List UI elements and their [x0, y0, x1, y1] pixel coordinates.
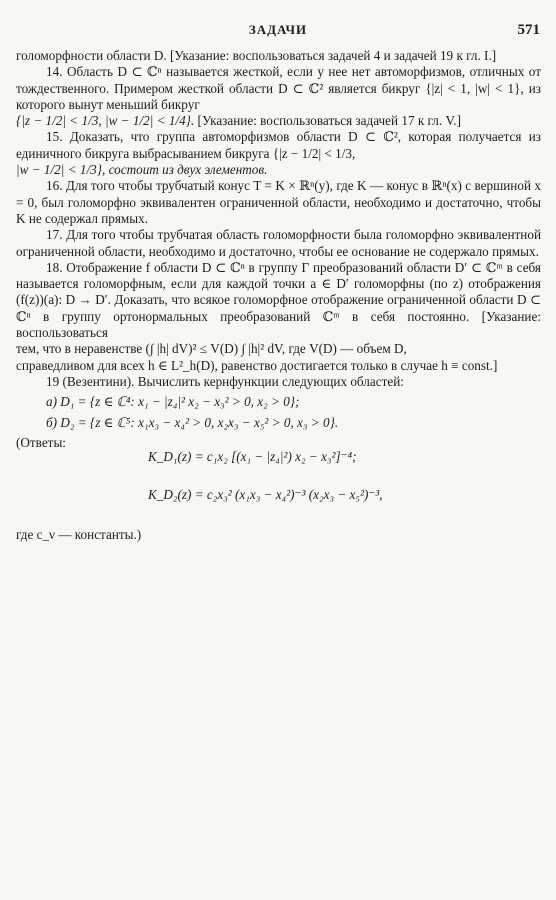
problem-17: 17. Для того чтобы трубчатая область голоморфности была голоморфно эквивалентной ограниченной области, необходимо и достаточно, чтобы ее основание не содержало прямых.	[16, 227, 541, 259]
problem-18-end: справедливом для всех h ∈ L²_h(D), равенство достигается только в случае h ≡ const.]	[16, 357, 498, 373]
answers-block	[16, 435, 541, 545]
problem-14: 14. Область D ⊂ ℂⁿ называется жесткой, если у нее нет автоморфизмов, отличных от тождественного. Примером жесткой области D ⊂ ℂ² является бикруг {|z| < 1, |w| < 1}, из которого вынут меньший бикруг	[16, 64, 541, 112]
problem-14-formula	[16, 113, 541, 129]
problem-19-a: а) D₁ = {z ∈ ℂ⁴: x₁ − |z₄|² x₂ − x₃² > 0, x₂ > 0};	[46, 394, 300, 410]
answers-tail: где c_ν — константы.)	[16, 526, 142, 542]
problem-19: 19 (Везентини). Вычислить кернфункции следующих областей:	[46, 373, 404, 389]
answer-formula-2: K_D₂(z) = c₂x₃² (x₁x₃ − x₄²)⁻³ (x₂x₃ − x₅²)⁻³,	[148, 486, 383, 502]
problem-18-inequality: тем, что в неравенстве (∫ |h| dV)² ≤ V(D) ∫ |h|² dV, где V(D) — объем D,	[16, 341, 407, 357]
problem-19-b: б) D₂ = {z ∈ ℂ⁵: x₁x₃ − x₄² > 0, x₂x₃ − x₅² > 0, x₃ > 0}.	[46, 414, 339, 430]
paragraph-continuation: голоморфности области D. [Указание: воспользоваться задачей 4 и задачей 19 к гл. I.]	[16, 48, 497, 63]
page-header	[0, 22, 556, 42]
running-title: ЗАДАЧИ	[248, 22, 308, 37]
problem-16: 16. Для того чтобы трубчатый конус T = K × ℝⁿ(y), где K — конус в ℝⁿ(x) с вершиной x = 0, был голоморфно эквивалентен ограниченной области, необходимо и достаточно, чтобы K не содержал прямых.	[16, 178, 541, 226]
problem-14-hint: [Указание: воспользоваться задачей 17 к гл. V.]	[197, 113, 461, 129]
page-body	[16, 48, 541, 545]
problem-15: 15. Доказать, что группа автоморфизмов области D ⊂ ℂ², которая получается из единичного бикруга выбрасыванием бикруга {|z − 1/2| < 1/3,	[16, 129, 541, 161]
answer-formula-1: K_D₁(z) = c₁x₂ [(x₁ − |z₄|²) x₂ − x₃²]⁻⁴;	[148, 448, 357, 464]
problem-18: 18. Отображение f области D ⊂ ℂⁿ в группу Γ преобразований области D′ ⊂ ℂᵐ в себя называется голоморфным, если для каждой точки a ∈ D′ голоморфны (по z) отображения (f(z))(a): D → D′. Доказать, что всякое голоморфное отображение ограниченной области D ⊂ ℂⁿ в группу ортонормальных преобразований ℂᵐ в себя постоянно. [Указание: воспользоваться	[16, 259, 541, 341]
problem-14-bidisc: {|z − 1/2| < 1/3, |w − 1/2| < 1/4}.	[16, 113, 195, 129]
answers-label: (Ответы:	[16, 434, 66, 450]
page-number: 571	[517, 22, 540, 38]
problem-15-continuation: |w − 1/2| < 1/3}, состоит из двух элементов.	[16, 162, 268, 178]
